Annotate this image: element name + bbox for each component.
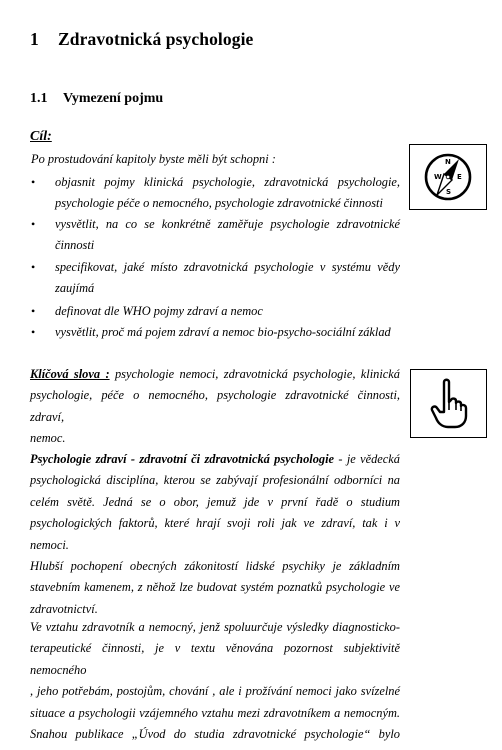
chapter-number: 1 xyxy=(30,29,39,49)
goal-item-line: objasnit pojmy klinická psychologie, zdravotnická psychologie, xyxy=(55,175,400,189)
svg-text:N: N xyxy=(445,158,451,166)
section-title: Vymezení pojmu xyxy=(63,91,164,106)
svg-text:S: S xyxy=(446,188,452,196)
compass-icon xyxy=(409,144,487,210)
pointing-hand-icon-graphic xyxy=(411,370,486,437)
goal-item xyxy=(31,172,400,214)
keywords-line: psychologie, péče o nemocného, psychologie zdravotnické činnosti, zdraví, xyxy=(30,388,400,424)
goal-label: Cíl: xyxy=(30,129,52,144)
keywords-text: psychologie nemoci, zdravotnická psychologie, klinická xyxy=(114,367,401,381)
bold-term: Psychologie zdraví - zdravotní či zdravotnická psychologie xyxy=(30,452,335,466)
compass-icon-graphic xyxy=(410,145,486,209)
paragraph-line: zdravotnictví. xyxy=(30,601,98,616)
goal-item xyxy=(31,322,400,343)
goal-item-line: vysvětlit, proč má pojem zdraví a nemoc bio-psycho-sociální základ xyxy=(55,325,391,339)
goal-item-line: specifikovat, jaké místo zdravotnická psychologie v systému vědy xyxy=(55,260,400,274)
keywords-line xyxy=(30,364,400,385)
goal-item-line: zaujímá xyxy=(55,281,95,295)
paragraph-line: stavebním kamenem, z něhož lze budovat systém poznatků psychologie ve xyxy=(30,580,400,595)
paragraph-line: psychologická disciplína, kterou se zabývají profesionální odborníci na xyxy=(30,473,400,488)
paragraph-line: Ve vztahu zdravotník a nemocný, jenž spoluurčuje výsledky diagnosticko- xyxy=(30,620,400,634)
bullet-icon: • xyxy=(31,175,36,189)
keywords-block xyxy=(30,364,400,450)
pointing-hand-icon xyxy=(410,369,487,438)
paragraph-line: , jeho potřebám, postojům, chování , ale i prožívání nemoci jako svízelné xyxy=(30,684,400,699)
paragraph xyxy=(30,617,400,745)
bullet-icon: • xyxy=(31,304,36,318)
svg-text:E: E xyxy=(457,173,462,181)
paragraph-text: - je vědecká xyxy=(334,452,400,466)
keywords-line: nemoc. xyxy=(30,431,66,446)
goal-item xyxy=(31,214,400,256)
goal-item-line: definovat dle WHO pojmy zdraví a nemoc xyxy=(55,304,263,318)
keywords-label: Klíčová slova : xyxy=(30,367,110,381)
section-number: 1.1 xyxy=(30,91,48,106)
goal-item xyxy=(31,257,400,299)
paragraph-line: Hlubší pochopení obecných zákonitostí lidské psychiky je základním xyxy=(30,559,400,574)
chapter-title: Zdravotnická psychologie xyxy=(58,29,254,49)
goal-item-line: vysvětlit, na co se konkrétně zaměřuje psychologie zdravotnické xyxy=(55,217,400,231)
goal-item-line: činnosti xyxy=(55,238,95,252)
paragraph-line: psychologických faktorů, které hrají svoji roli jak ve zdraví, tak i v nemoci. xyxy=(30,516,400,552)
paragraph-line: Snahou publikace „Úvod do studia zdravotnické psychologie“ bylo xyxy=(30,727,400,742)
paragraph xyxy=(30,449,400,620)
bullet-icon: • xyxy=(31,325,36,339)
paragraph-line xyxy=(30,449,400,470)
goal-intro: Po prostudování kapitoly byste měli být schopni : xyxy=(31,152,276,166)
paragraph-line: terapeutické činnosti, je v textu věnována pozornost subjektivitě nemocného xyxy=(30,641,400,677)
chapter-heading xyxy=(30,29,253,50)
bullet-icon: • xyxy=(31,260,36,274)
goal-item-line: psychologie péče o nemocného, psychologie zdravotnické činnosti xyxy=(55,196,383,210)
section-heading xyxy=(30,91,163,107)
goal-item xyxy=(31,301,400,322)
svg-text:W: W xyxy=(434,173,442,181)
paragraph-line: situace a psychologii vzájemného vztahu mezi zdravotníkem a nemocným. xyxy=(30,705,400,720)
bullet-icon: • xyxy=(31,217,36,231)
paragraph-line: celém světě. Jedná se o obor, jemuž jde v první řadě o studium xyxy=(30,494,400,509)
